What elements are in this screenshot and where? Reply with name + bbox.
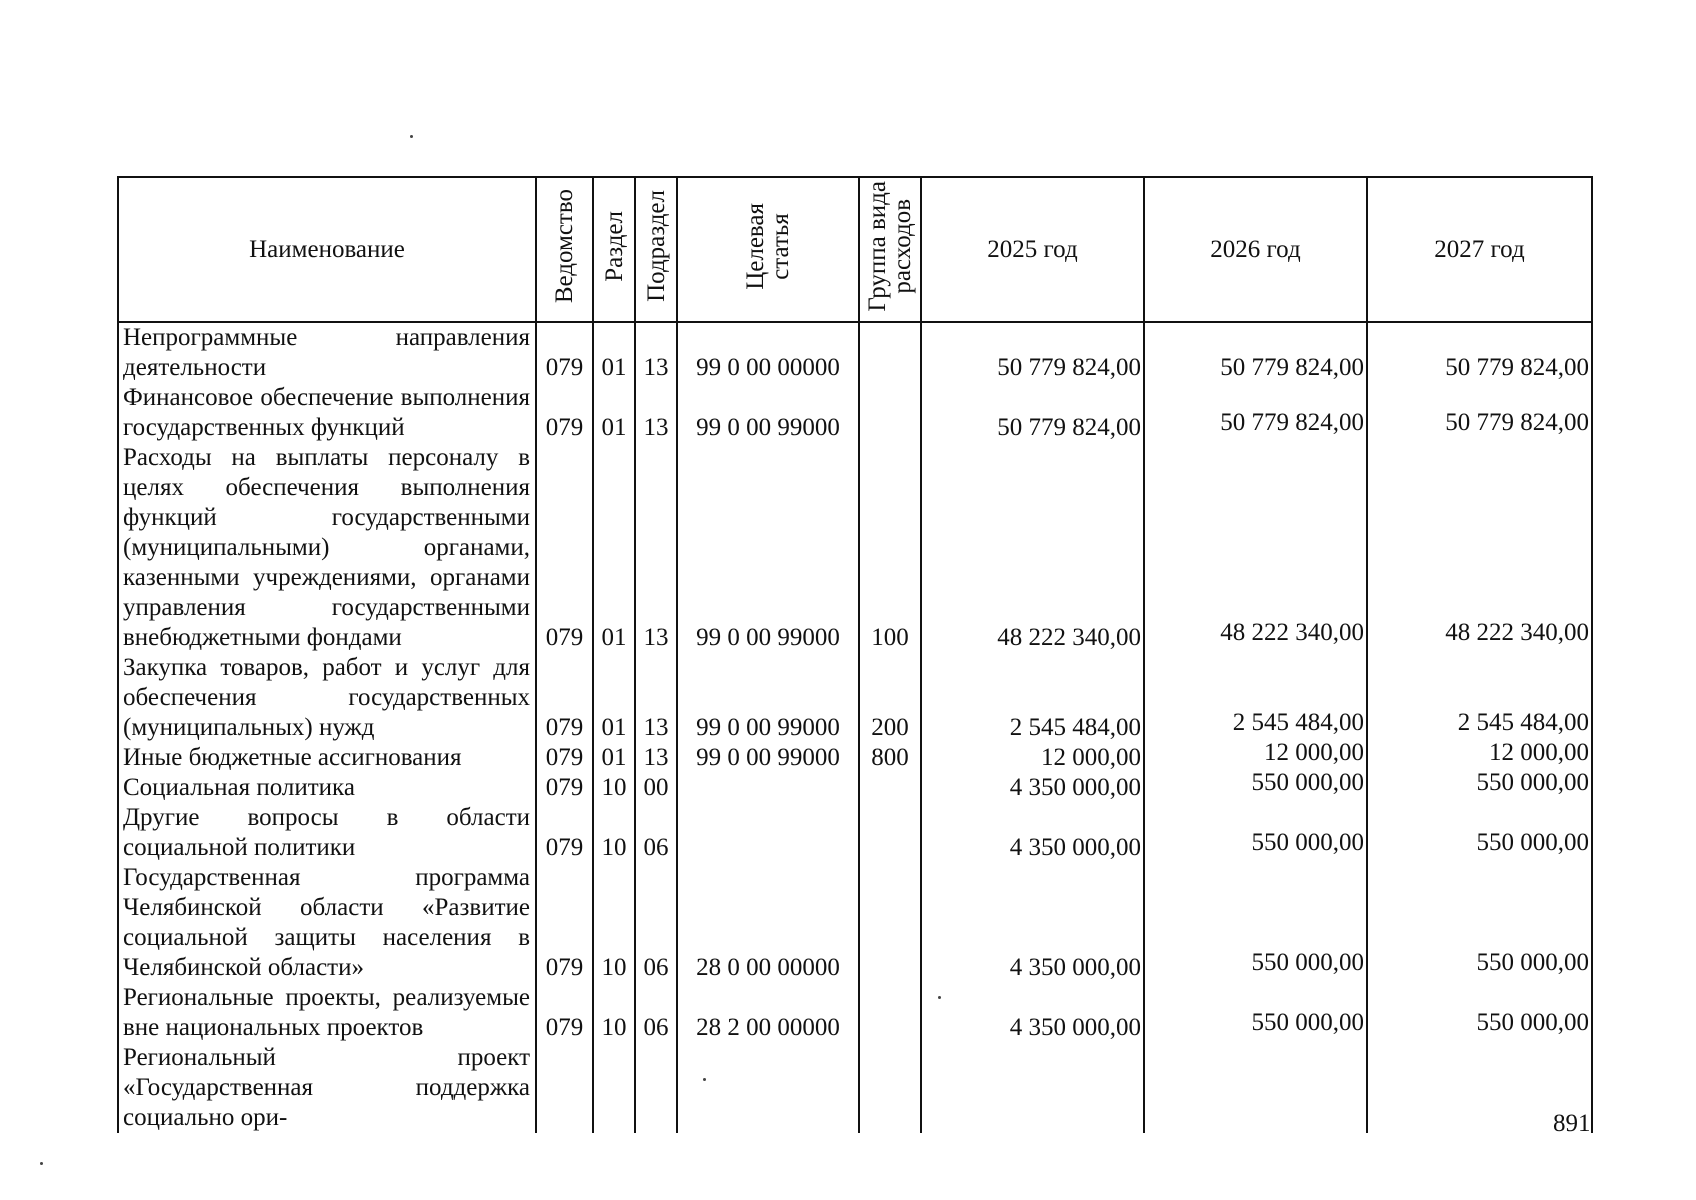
row-target-article: 99 0 00 99000: [677, 443, 859, 653]
row-target-article: 28 0 00 00000: [677, 863, 859, 983]
row-department: 079: [536, 773, 593, 803]
row-amount-2026: [1144, 983, 1367, 1043]
row-target-article: 99 0 00 99000: [677, 383, 859, 443]
row-expense-group: [859, 322, 921, 383]
table-row: [118, 773, 1592, 803]
row-amount-2025: 50 779 824,00: [921, 383, 1144, 443]
row-name: Государственная программа Челябинской области «Развитие социальной защиты населения в Челябинской области»: [118, 863, 536, 983]
row-amount-2026-value: 2 545 484,00: [1232, 709, 1364, 736]
row-name: Финансовое обеспечение выполнения государственных функций: [118, 383, 536, 443]
row-expense-group: 100: [859, 443, 921, 653]
row-section: 10: [593, 863, 635, 983]
row-department: 079: [536, 443, 593, 653]
row-expense-group: 200: [859, 653, 921, 743]
row-subsection: 13: [635, 743, 677, 773]
table-header-row: [118, 177, 1592, 322]
row-subsection: 06: [635, 983, 677, 1043]
row-name: Социальная политика: [118, 773, 536, 803]
table-row: [118, 653, 1592, 743]
row-subsection: 06: [635, 803, 677, 863]
header-department: Ведомство: [536, 177, 593, 322]
row-amount-2026: [1144, 803, 1367, 863]
scan-speck: [410, 135, 413, 138]
row-section: 10: [593, 803, 635, 863]
row-amount-2027: [1367, 863, 1592, 983]
row-expense-group: [859, 383, 921, 443]
header-section: Раздел: [593, 177, 635, 322]
row-amount-2025: 4 350 000,00: [921, 773, 1144, 803]
header-year-2027: 2027 год: [1367, 177, 1592, 322]
row-section: [593, 1043, 635, 1133]
scan-speck: [40, 1162, 43, 1165]
row-section: 10: [593, 773, 635, 803]
row-amount-2026: [1144, 383, 1367, 443]
table-row: [118, 803, 1592, 863]
header-year-2025: 2025 год: [921, 177, 1144, 322]
row-amount-2026: [1144, 443, 1367, 653]
row-subsection: 13: [635, 653, 677, 743]
table-row: [118, 863, 1592, 983]
row-department: 079: [536, 743, 593, 773]
header-subsection: Подраздел: [635, 177, 677, 322]
row-subsection: 13: [635, 383, 677, 443]
row-department: [536, 1043, 593, 1133]
row-amount-2025: 2 545 484,00: [921, 653, 1144, 743]
table-row: [118, 443, 1592, 653]
row-department: 079: [536, 863, 593, 983]
row-amount-2026-value: 550 000,00: [1251, 949, 1364, 976]
row-amount-2025: 12 000,00: [921, 743, 1144, 773]
row-amount-2027-value: 550 000,00: [1476, 949, 1589, 976]
table-row: [118, 322, 1592, 383]
row-subsection: 13: [635, 322, 677, 383]
row-amount-2026: [1144, 653, 1367, 743]
row-target-article: [677, 1043, 859, 1133]
row-target-article: 99 0 00 99000: [677, 743, 859, 773]
row-target-article: [677, 773, 859, 803]
row-amount-2026: [1144, 863, 1367, 983]
row-amount-2027: [1367, 383, 1592, 443]
row-department: 079: [536, 983, 593, 1043]
row-expense-group: 800: [859, 743, 921, 773]
row-subsection: [635, 1043, 677, 1133]
row-amount-2026-value: 48 222 340,00: [1220, 619, 1364, 646]
row-amount-2025: 4 350 000,00: [921, 983, 1144, 1043]
row-amount-2025: 48 222 340,00: [921, 443, 1144, 653]
row-amount-2027: [1367, 983, 1592, 1043]
table-row: [118, 743, 1592, 773]
row-section: 01: [593, 743, 635, 773]
header-expense-group: Группа вида расходов: [859, 177, 921, 322]
row-expense-group: [859, 773, 921, 803]
row-amount-2027: 50 779 824,00: [1367, 322, 1592, 383]
header-name: Наименование: [118, 177, 536, 322]
row-section: 01: [593, 443, 635, 653]
header-target-article: Целевая статья: [677, 177, 859, 322]
table-row: [118, 383, 1592, 443]
row-expense-group: [859, 983, 921, 1043]
row-amount-2027-value: 12 000,00: [1489, 739, 1589, 766]
row-amount-2026-value: 550 000,00: [1251, 1009, 1364, 1036]
row-expense-group: [859, 1043, 921, 1133]
row-amount-2027-value: 550 000,00: [1476, 829, 1589, 856]
row-amount-2027-value: 48 222 340,00: [1445, 619, 1589, 646]
row-expense-group: [859, 803, 921, 863]
row-department: 079: [536, 653, 593, 743]
page-number: 891: [1553, 1110, 1591, 1137]
row-target-article: 28 2 00 00000: [677, 983, 859, 1043]
table-row: [118, 983, 1592, 1043]
row-amount-2025: 4 350 000,00: [921, 863, 1144, 983]
row-name: Другие вопросы в области социальной политики: [118, 803, 536, 863]
row-amount-2027: [1367, 443, 1592, 653]
row-department: 079: [536, 383, 593, 443]
row-amount-2026-value: 12 000,00: [1264, 739, 1364, 766]
row-amount-2027: [1367, 769, 1592, 803]
row-section: 01: [593, 653, 635, 743]
row-amount-2026: 50 779 824,00: [1144, 322, 1367, 383]
row-name: Региональные проекты, реализуемые вне национальных проектов: [118, 983, 536, 1043]
row-amount-2027-value: 50 779 824,00: [1445, 409, 1589, 436]
row-amount-2025: [921, 1043, 1144, 1133]
row-amount-2027-value: 2 545 484,00: [1457, 709, 1589, 736]
row-name: Региональный проект «Государственная поддержка социально ори-: [118, 1043, 536, 1133]
scan-speck: [703, 1078, 706, 1081]
row-section: 01: [593, 322, 635, 383]
row-subsection: 13: [635, 443, 677, 653]
row-subsection: 06: [635, 863, 677, 983]
row-target-article: 99 0 00 99000: [677, 653, 859, 743]
row-amount-2026: [1144, 1043, 1367, 1133]
header-year-2026: 2026 год: [1144, 177, 1367, 322]
row-amount-2026-value: 550 000,00: [1251, 769, 1364, 796]
row-target-article: [677, 803, 859, 863]
row-amount-2025: 4 350 000,00: [921, 803, 1144, 863]
row-subsection: 00: [635, 773, 677, 803]
row-name: Закупка товаров, работ и услуг для обеспечения государственных (муниципальных) нужд: [118, 653, 536, 743]
row-name: Иные бюджетные ассигнования: [118, 743, 536, 773]
row-amount-2027-value: 550 000,00: [1476, 769, 1589, 796]
scan-speck: [938, 996, 941, 999]
row-target-article: 99 0 00 00000: [677, 322, 859, 383]
row-amount-2027: [1367, 803, 1592, 863]
row-name: Непрограммные направления деятельности: [118, 322, 536, 383]
row-department: 079: [536, 803, 593, 863]
row-expense-group: [859, 863, 921, 983]
row-name: Расходы на выплаты персоналу в целях обеспечения выполнения функций государственными (муниципальными) органами, казенными учреждениями, органами управления государственными внебюджетными фондами: [118, 443, 536, 653]
row-department: 079: [536, 322, 593, 383]
row-section: 10: [593, 983, 635, 1043]
table-row: [118, 1043, 1592, 1133]
row-amount-2026-value: 50 779 824,00: [1220, 409, 1364, 436]
row-amount-2027: [1367, 653, 1592, 743]
row-amount-2025: 50 779 824,00: [921, 322, 1144, 383]
row-section: 01: [593, 383, 635, 443]
row-amount-2026: [1144, 769, 1367, 803]
row-amount-2027-value: 550 000,00: [1476, 1009, 1589, 1036]
row-amount-2026-value: 550 000,00: [1251, 829, 1364, 856]
budget-table: [117, 176, 1593, 1133]
